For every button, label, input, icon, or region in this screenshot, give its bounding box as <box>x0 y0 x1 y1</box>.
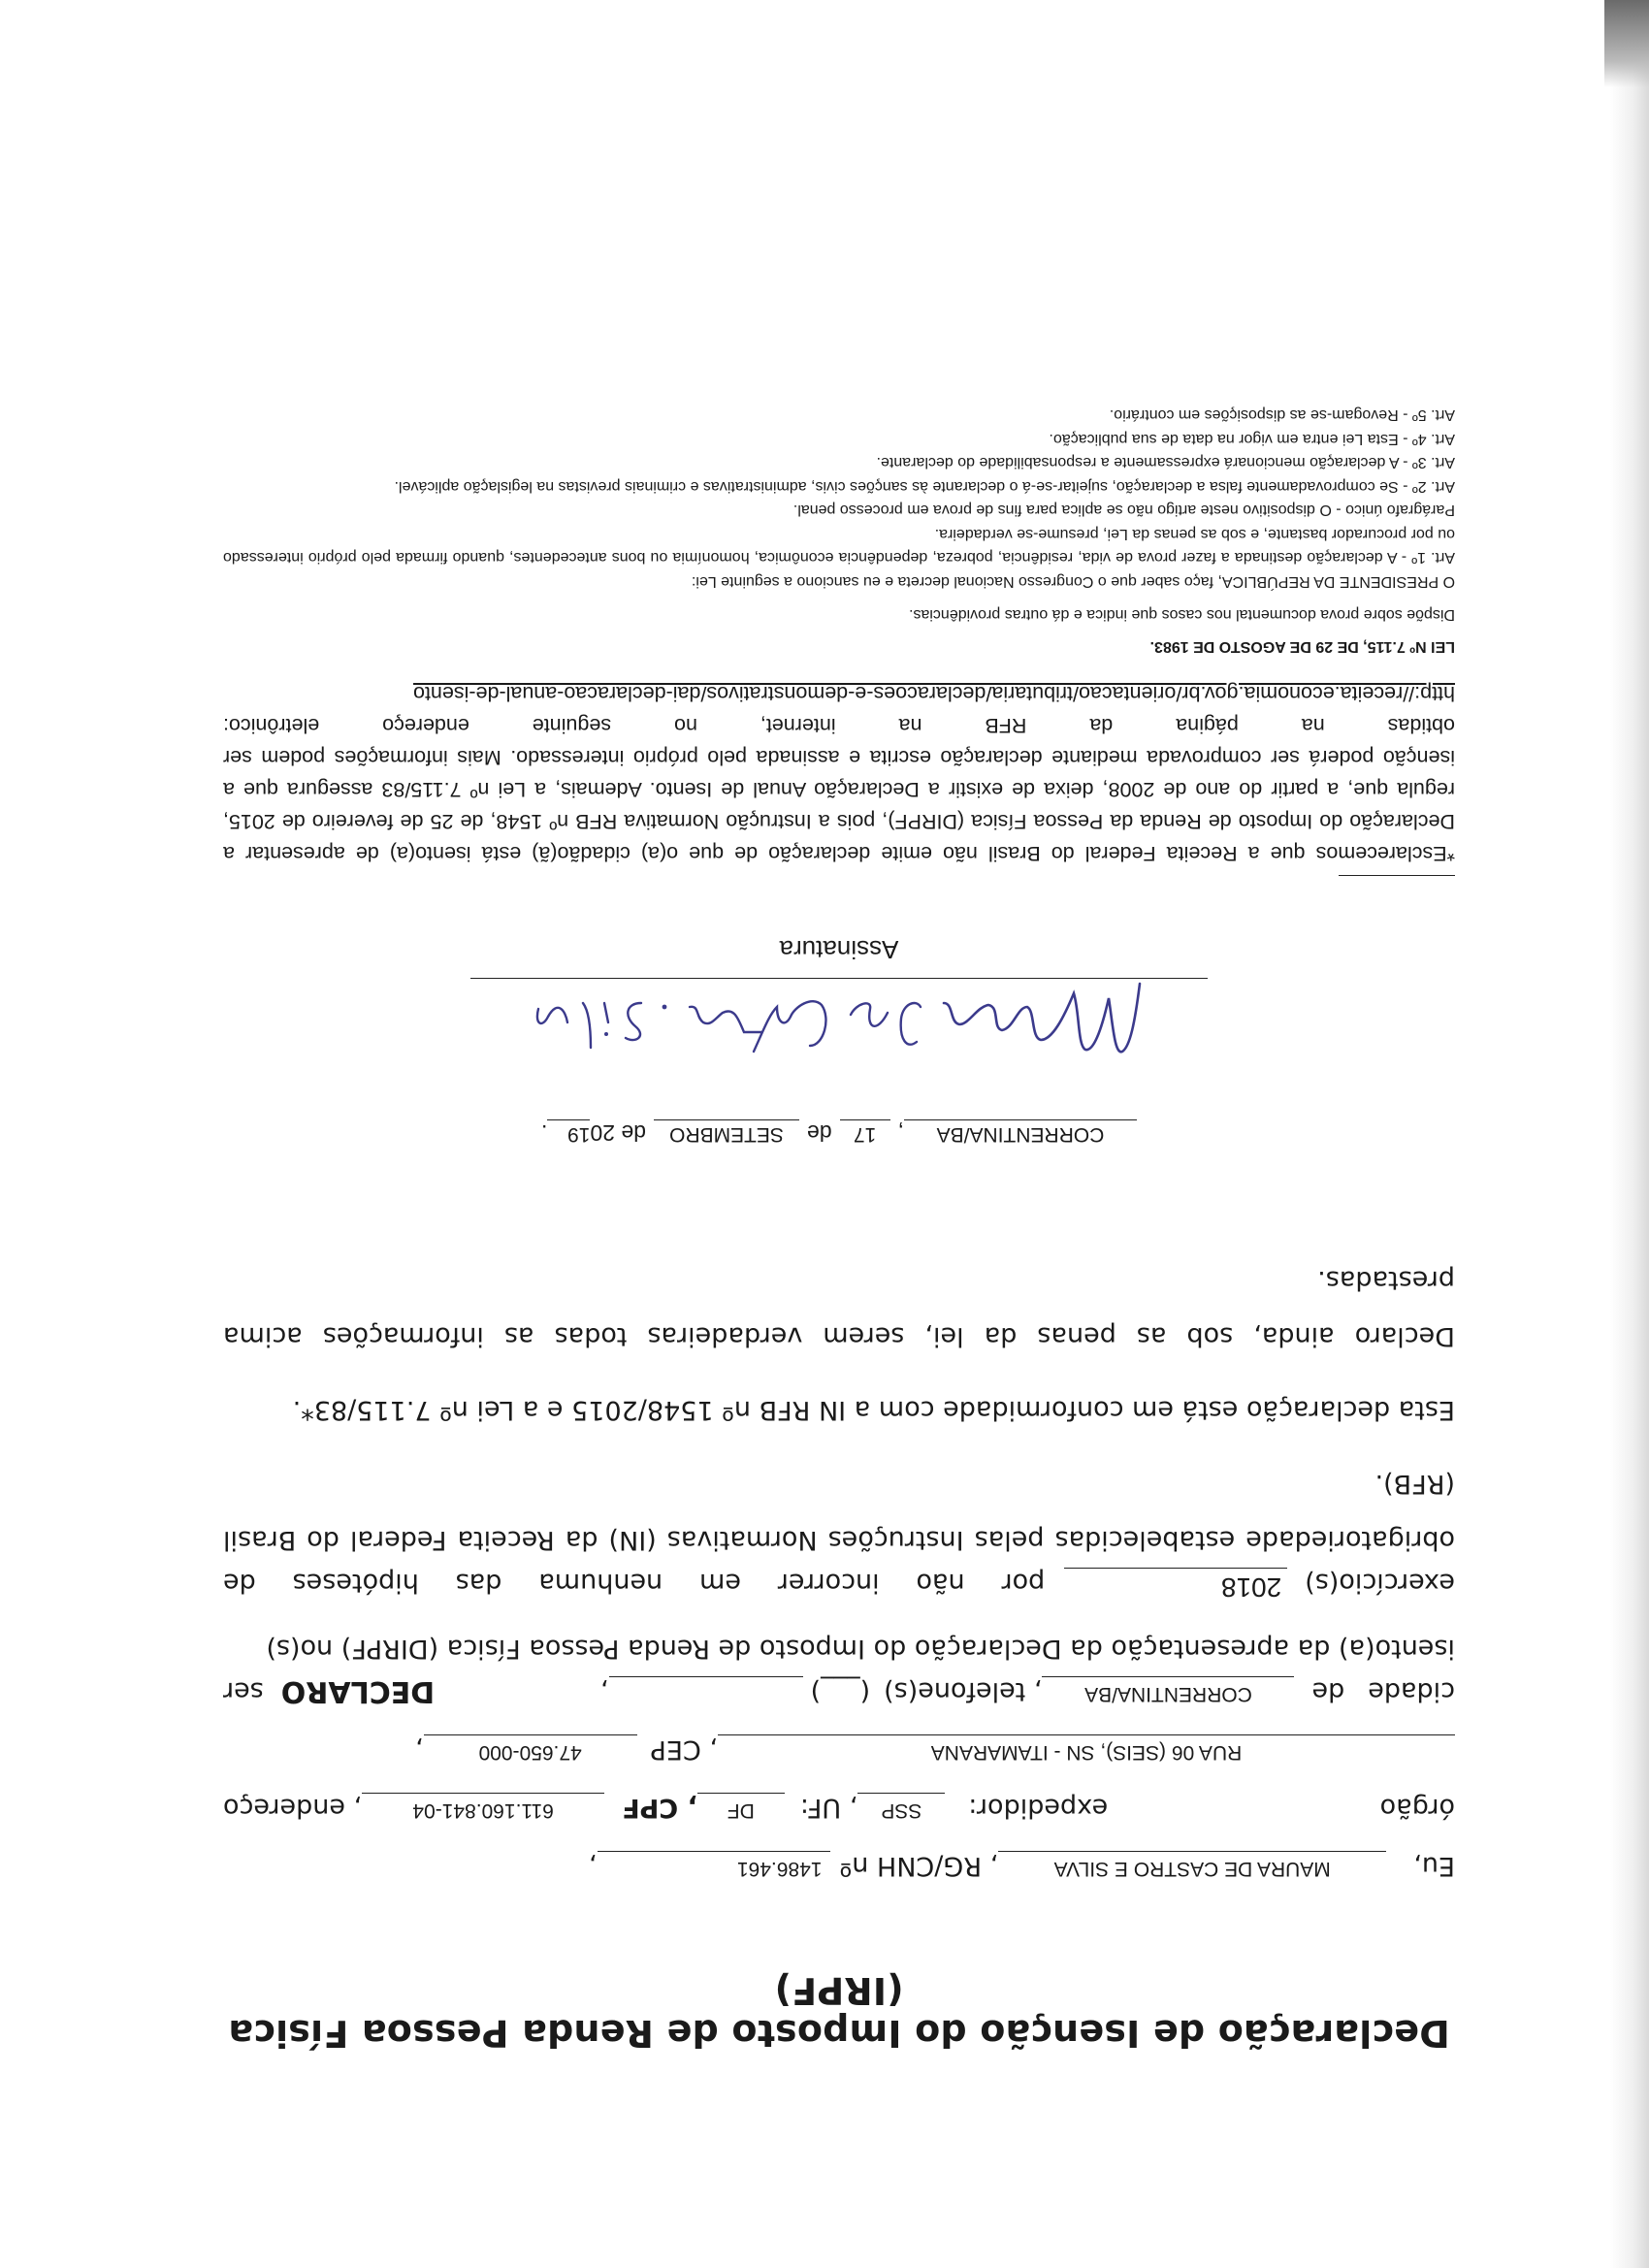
label-date-de2: de 20 <box>590 1120 646 1146</box>
field-cpf <box>362 1793 604 1822</box>
value-orgao: SSP <box>881 1799 922 1822</box>
label-expedidor: expedidor: <box>968 1793 1109 1823</box>
law-art1: Art. 1º - A declaração destinada a fazer prova de vida, residência, pobreza, dependência econômica, homonímia ou bons antecedentes, quando firmada pelo próprio interessado ou por procurador bastante, e sob as penas da Lei, presume-se verdadeira. <box>223 526 1455 567</box>
footnote-text <box>223 677 1455 869</box>
label-rg-end: , <box>588 1851 598 1881</box>
value-cep: 47.650-000 <box>478 1741 582 1764</box>
value-address: RUA 06 (SEIS), SN - ITAMARANA <box>930 1741 1243 1764</box>
value-cpf: 611.160.841-04 <box>412 1799 554 1822</box>
law-art3: Art. 3º - A declaração mencionará expressamente a responsabilidade do declarante. <box>876 454 1455 471</box>
date-line: CORRENTINA/BA , 17 de SETEMBRO de 20 19 . <box>223 1119 1455 1154</box>
label-ser: ser <box>223 1676 264 1706</box>
value-city: CORRENTINA/BA <box>1084 1683 1252 1705</box>
field-day <box>840 1119 890 1146</box>
paragraph-declaro-ainda: Declaro ainda, sob as penas da lei, serem verdadeiras todas as informações acima prestadas. <box>223 1265 1455 1351</box>
law-title: LEI Nº 7.115, DE 29 DE AGOSTO DE 1983. <box>1149 638 1455 655</box>
value-rg: 1486.461 <box>736 1858 823 1880</box>
signature-label: Assinatura <box>779 935 899 964</box>
footnote-body: *Esclarecemos que a Receita Federal do Brasil não emite declaração de que o(a) cidadão(ã) está isento(a) de apresentar a Declaração do Imposto de Renda da Pessoa Física (DIRPF), pois a Instrução Normativa RFB nº 1548, de 25 de fevereiro de 2015, regula que, a partir do ano de 2008, deixa de existir a Declaração Anual de Isento. Ademais, a Lei nº 7.115/83 assegura que a isenção poderá ser comprovada mediante declaração escrita e assinada pelo próprio interessado. Mais informações podem ser obtidas na página da RFB na internet, no seguinte endereço eletrônico: <box>223 714 1455 865</box>
label-cpf: , CPF <box>622 1793 697 1823</box>
value-date-city: CORRENTINA/BA <box>936 1123 1105 1146</box>
field-year <box>547 1119 590 1146</box>
footnote-link[interactable]: http://receita.economia.gov.br/orientacao/tributaria/declaracoes-e-demonstrativos/dai-declaracao-anual-de-isento <box>413 682 1455 705</box>
law-art4: Art. 4º - Esta Lei entra em vigor na data de sua publicação. <box>1049 431 1455 447</box>
value-exercicio: 2018 <box>1220 1572 1282 1603</box>
field-phone <box>609 1676 803 1702</box>
field-orgao <box>857 1793 945 1822</box>
label-rg: , RG/CNH nº <box>839 1851 999 1881</box>
label-telefone: , telefone(s) <box>884 1676 1043 1706</box>
law-subtitle: Dispõe sobre prova documental nos casos que indica e dá outras providências. <box>909 606 1455 624</box>
field-address <box>718 1734 1455 1764</box>
value-day: 17 <box>853 1123 877 1146</box>
value-month: SETEMBRO <box>669 1123 784 1146</box>
field-name <box>998 1851 1386 1880</box>
field-rg <box>598 1851 830 1880</box>
footnote-rule <box>1339 875 1455 876</box>
law-art2: Art. 2º - Se comprovadamente falsa a declaração, sujeitar-se-á o declarante às sanções civis, administrativas e criminais previstas na legislação aplicável. <box>394 478 1455 495</box>
document-content <box>223 403 1455 2055</box>
line-city: cidade de CORRENTINA/BA , telefone(s) (___) , DECLARO ser <box>223 1674 1455 1708</box>
paragraph-conformidade: Esta declaração está em conformidade com a IN RFB nº 1548/2015 e a Lei nº 7.115/83*. <box>292 1395 1455 1425</box>
label-de: de <box>1311 1676 1345 1706</box>
field-cep <box>424 1734 637 1764</box>
field-month <box>654 1119 799 1146</box>
label-date-end: . <box>541 1120 548 1146</box>
label-declaro: DECLARO <box>280 1674 436 1708</box>
line-orgao <box>223 1793 1455 1851</box>
label-exercicio: exercício(s) <box>1305 1568 1455 1598</box>
value-year: 19 <box>567 1123 591 1146</box>
label-exercicio-rest: por não incorrer em nenhuma das hipóteses de <box>223 1568 1046 1598</box>
signature-area <box>470 964 1208 1100</box>
label-eu: Eu, <box>1413 1851 1455 1881</box>
signature-line <box>470 978 1208 979</box>
field-city <box>1042 1676 1294 1705</box>
label-endereco: , endereço <box>223 1793 363 1823</box>
line-exercicio <box>223 1568 1455 1620</box>
law-art5: Art. 5º - Revogam-se as disposições em contrário. <box>1109 406 1455 424</box>
law-excerpt <box>223 403 1455 658</box>
line-address <box>223 1734 1455 1793</box>
law-paragrafo-unico: Parágrafo único - O dispositivo neste artigo não se aplica para fins de prova em processo penal. <box>792 502 1455 519</box>
field-uf <box>697 1793 785 1822</box>
law-intro: O PRESIDENTE DA REPÚBLICA, faço saber que o Congresso Nacional decreta e eu sanciono a seguinte Lei: <box>691 573 1455 590</box>
handwritten-signature <box>470 964 1208 1100</box>
value-name: MAURA DE CASTRO E SILVA <box>1053 1858 1331 1880</box>
field-exercicio <box>1064 1568 1287 1603</box>
line-name <box>223 1851 1455 1909</box>
paragraph-obrigatoriedade: obrigatoriedade estabelecidas pelas Instruções Normativas (IN) da Receita Federal do Brasil (RFB). <box>223 1469 1455 1555</box>
document-title: Declaração de Isenção do Imposto de Renda Pessoa Física (IRPF) <box>228 1969 1450 2055</box>
label-cidade: cidade <box>1368 1676 1455 1706</box>
label-cep-end: , <box>415 1734 424 1765</box>
value-uf: DF <box>727 1799 755 1822</box>
label-uf: , UF: <box>799 1793 858 1823</box>
paragraph-isento: isento(a) da apresentação da Declaração do Imposto de Renda Pessoa Física (DIRPF) no(s) <box>266 1634 1455 1664</box>
label-orgao: órgão <box>1379 1793 1455 1823</box>
label-cep: , CEP <box>650 1734 718 1765</box>
field-date-city <box>904 1119 1137 1146</box>
label-date-de1: de <box>806 1120 832 1146</box>
label-phone-paren: (___) <box>810 1676 871 1706</box>
